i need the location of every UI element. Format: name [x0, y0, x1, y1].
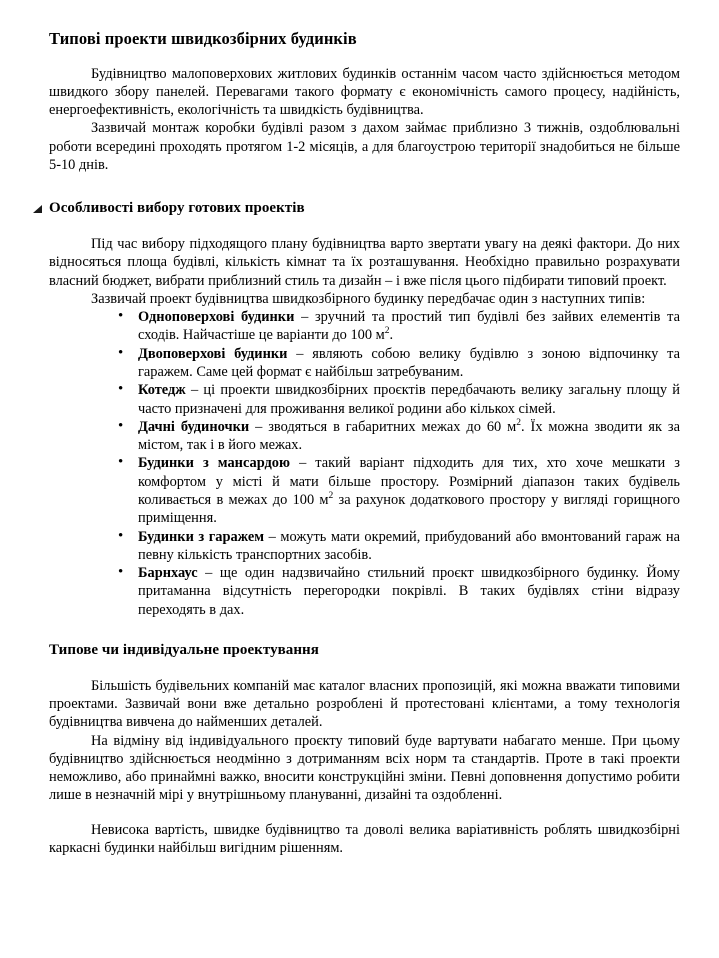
section-2-paragraph-1: Більшість будівельних компаній має каталог власних пропозицій, які можна вважати типовими проектами. Зазвичай вони вже детально розроблені й протестовані клієнтами, а тому технологія будівництва вивчена до найменших деталей. [49, 677, 680, 731]
list-item-term: Котедж [138, 382, 186, 399]
section-1-paragraph-2: Зазвичай проект будівництва швидкозбірного будинку передбачає один з наступних типів: [91, 290, 646, 307]
list-item [49, 381, 680, 418]
list-item [49, 418, 680, 455]
section-2-paragraph-2: На відміну від індивідуального проєкту типовий буде вартувати набагато менше. При цьому будівництво здійснюється неодмінно з дотриманням всіх норм та стандартів. Проте в такі проекти неможливо, або принаймні важко, вносити конструкційні зміни. Певні доповнення допустимо робити лише в незначній мірі у внутрішньому плануванні, дизайні та оздобленні. [49, 732, 680, 804]
list-item-text-a: – ще один надзвичайно стильний проєкт швидкозбірного будинку. Йому притаманна відсутність перегородки покрівлі. В таких будівлях стіни відразу переходять в дах. [138, 565, 680, 618]
list-item-term: Будинки з гаражем [138, 528, 265, 545]
section-heading-wrapper-2 [49, 641, 680, 660]
list-item-text-b: за рахунок додаткового простору у вигляді горищного приміщення. [138, 492, 680, 527]
list-item-text-a: – зводяться в габаритних межах до 60 м [249, 418, 517, 435]
list-item-text-b: . [389, 327, 394, 344]
list-item-text-b: . Їх можна зводити як за містом, так і в його межах. [138, 418, 681, 454]
list-item-term: Будинки з мансардою [138, 455, 291, 472]
collapse-triangle-icon[interactable] [33, 205, 42, 213]
list-item-text-a: – ці проекти швидкозбірних проєктів передбачають велику загальну площу й часто призначені для проживання великої родини або кількох сімей. [138, 382, 680, 417]
list-item-term: Двоповерхові будинки [138, 345, 288, 362]
section-2-paragraph-3: Невисока вартість, швидке будівництво та доволі велика варіативність роблять швидкозбірні каркасні будинки найбільш вигідним рішенням. [49, 821, 680, 856]
superscript: 2 [516, 418, 522, 429]
section-heading-1: Особливості вибору готових проектів [49, 200, 305, 217]
list-item-term: Барнхаус [138, 565, 198, 582]
list-item [49, 345, 680, 382]
page-title: Типові проекти швидкозбірних будинків [49, 29, 357, 48]
list-item [49, 528, 680, 565]
superscript: 2 [328, 491, 334, 502]
list-item-text-a: – зручний та простий тип будівлі без зайвих елементів та сходів. Найчастіше це варіанти до 100 м [138, 309, 680, 344]
list-item [49, 308, 680, 345]
section-1-paragraph-1: Під час вибору підходящого плану будівництва варто звертати увагу на деякі фактори. До них відносяться площа будівлі, кількість кімнат та їх розташування. Необхідно правильно розрахувати власний бюджет, вибрати приблизний стиль та дизайн – і вже після цього підбирати типовий проект. [49, 236, 680, 289]
list-item [49, 454, 680, 527]
list-item [49, 564, 680, 619]
intro-paragraph-1: Будівництво малоповерхових житлових будинків останнім часом часто здійснюється методом швидкого збору панелей. Перевагами такого формату є економічність самого процесу, надійність, енергоефективність, екологічність та швидкість будівництва. [49, 65, 680, 119]
list-item-text-a: – такий варіант підходить для тих, хто хоче мешкати з комфортом у місті й мати більше простору. Розмірний діапазон таких будівель коливається в межах до 100 м [138, 455, 680, 508]
intro-paragraph-2: Зазвичай монтаж коробки будівлі разом з дахом займає приблизно 3 тижнів, оздоблювальні роботи всередині проходять протягом 1-2 місяців, а для благоустрою території знадобиться не більше 5-10 днів. [49, 120, 680, 174]
list-item-text-a: – можуть мати окремий, прибудований або вмонтований гараж на певну кількість транспортних засобів. [138, 528, 681, 563]
list-item-text-a: – являють собою велику будівлю з зоною відпочинку та гаражем. Саме цей формат є найбільш затребуваним. [138, 345, 680, 381]
list-item-term: Дачні будиночки [138, 418, 250, 435]
house-types-list [49, 308, 680, 619]
section-heading-wrapper-1 [49, 199, 680, 218]
list-item-term: Одноповерхові будинки [138, 309, 295, 326]
section-heading-2: Типове чи індивідуальне проектування [49, 641, 319, 658]
superscript: 2 [384, 326, 390, 337]
